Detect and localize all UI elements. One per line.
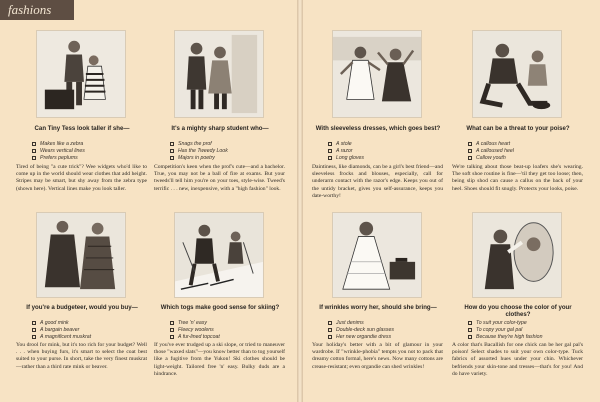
illustration-color-mirror — [472, 212, 562, 298]
option-label: Fleecy woolens — [178, 327, 214, 333]
illustration-skiers — [174, 212, 264, 298]
checkbox[interactable] — [468, 149, 472, 153]
option-label: A callous heart — [476, 141, 511, 147]
illustration-zebra-stripes-svg — [37, 31, 125, 117]
checkbox[interactable] — [170, 142, 174, 146]
option-row[interactable] — [328, 155, 440, 162]
option-label: A calloused heel — [476, 148, 514, 154]
quiz-item-poise — [452, 30, 584, 200]
checkbox[interactable] — [32, 328, 36, 332]
section-tab — [0, 0, 74, 20]
illustration-students — [174, 30, 264, 118]
answer-options — [328, 320, 440, 341]
illustration-sleeveless-dresses-svg — [333, 31, 421, 117]
question-text: With sleeveless dresses, which goes best? — [315, 125, 441, 132]
checkbox[interactable] — [328, 156, 332, 160]
illustration-color-mirror-svg — [473, 213, 561, 297]
answer-options — [468, 141, 580, 162]
option-row[interactable] — [170, 141, 282, 148]
answer-text: A color that's Bacallish for one chick can be her gal pal's poison! Select shades to suit your own color-type. Tuck fabrics of assorted hues under your chin. Whichever befriends your skin-tone and tresses—that's for you! And do have variety. — [452, 342, 583, 377]
option-row[interactable] — [328, 148, 440, 155]
checkbox[interactable] — [170, 328, 174, 332]
option-row[interactable] — [468, 141, 580, 148]
illustration-sleeveless-dresses — [332, 30, 422, 118]
checkbox[interactable] — [328, 335, 332, 339]
option-row[interactable] — [32, 148, 144, 155]
option-row[interactable] — [468, 327, 580, 334]
illustration-fur-coats-svg — [37, 213, 125, 297]
answer-text: Competition's keen when the prof's cute—and a bachelor. True, you may not be a ball of fire at exams. But your tweeds'll tell him you're on your toes, style-wise. Tweed's terrific . . . new, inexpensive, with a "high fashion" look. — [154, 164, 285, 192]
checkbox[interactable] — [468, 335, 472, 339]
option-row[interactable] — [170, 334, 282, 341]
option-label: Has the Tweedy Look — [178, 148, 228, 154]
option-row[interactable] — [170, 320, 282, 327]
option-label: Wears vertical lines — [40, 148, 85, 154]
quiz-item-student — [154, 30, 286, 200]
option-row[interactable] — [170, 148, 282, 155]
quiz-item-sleeveless — [312, 30, 444, 200]
quiz-item-wrinkles — [312, 212, 444, 398]
option-row[interactable] — [32, 327, 144, 334]
checkbox[interactable] — [170, 156, 174, 160]
answer-options — [170, 141, 282, 162]
answer-options — [32, 141, 144, 162]
answer-options — [468, 320, 580, 341]
checkbox[interactable] — [170, 321, 174, 325]
answer-text: Your holiday's better with a bit of glamour in your wardrobe. If "wrinkle-phobia" tempts you not to pack that dreamy cotton formal, here's news. Now many cottons are crease-resistant; even organdie can shed wrinkles! — [312, 342, 443, 370]
option-row[interactable] — [328, 334, 440, 341]
option-label: A bargain beaver — [40, 327, 80, 333]
option-label: A good mink — [40, 320, 69, 326]
illustration-fur-coats — [36, 212, 126, 298]
illustration-loafers — [472, 30, 562, 118]
option-label: Prefers peplums — [40, 155, 78, 161]
option-label: Tree 'n' easy — [178, 320, 207, 326]
question-text: If you're a budgeteer, would you buy— — [26, 304, 138, 311]
page-gutter — [297, 0, 303, 402]
checkbox[interactable] — [170, 335, 174, 339]
checkbox[interactable] — [468, 156, 472, 160]
right-page — [300, 0, 600, 402]
option-row[interactable] — [468, 155, 580, 162]
illustration-skiers-svg — [175, 213, 263, 297]
option-label: To suit your color-type — [476, 320, 527, 326]
answer-text: Daintiness, like diamonds, can be a girl's best friend—and sleeveless frocks and blouses, especially, call for underarm contact with the razor's edge. Keeps you out of the untidy bracket, gives you self-assurance, keeps you date-worthy! — [312, 164, 443, 199]
question-text: It's a mighty sharp student who— — [171, 125, 269, 132]
option-label: Just denims — [336, 320, 364, 326]
checkbox[interactable] — [328, 149, 332, 153]
option-label: A stole — [336, 141, 352, 147]
answer-text: You drool for mink, but it's too rich for your budget? Well . . . when buying furs, it's smart to select the coat best suited to your purse. In short, take the very finest muskrat—rather than a third rate mink or beaver. — [16, 342, 147, 370]
checkbox[interactable] — [170, 149, 174, 153]
checkbox[interactable] — [468, 321, 472, 325]
quiz-item-taller — [16, 30, 148, 200]
checkbox[interactable] — [328, 321, 332, 325]
option-row[interactable] — [328, 327, 440, 334]
option-label: Callow youth — [476, 155, 506, 161]
checkbox[interactable] — [32, 149, 36, 153]
option-row[interactable] — [328, 320, 440, 327]
answer-options — [170, 320, 282, 341]
option-label: To copy your gal pal — [476, 327, 523, 333]
checkbox[interactable] — [32, 335, 36, 339]
option-label: Because they're high fashion — [476, 334, 543, 340]
quiz-item-budgeteer — [16, 212, 148, 398]
option-label: Long gloves — [336, 155, 364, 161]
option-row[interactable] — [468, 320, 580, 327]
answer-text: If you've ever trudged up a ski slope, or tried to maneuver those "waxed slats"—you know better than to tog yourself like a fugitive from the Yukon! Ski clothes should be light-weight. Tailored free 'n' easy. Bulky duds are a hindrance. — [154, 342, 285, 377]
question-text: What can be a threat to your poise? — [466, 125, 570, 132]
option-row[interactable] — [170, 155, 282, 162]
option-row[interactable] — [468, 334, 580, 341]
question-text: Which togs make good sense for skiing? — [160, 304, 280, 311]
answer-text: We're talking about those beat-up loafers she's wearing. The soft shoe routine is fine—'til they get too loose; then, being slip shod can cause a callus on the back of your heel. Shoes should fit snugly. Protects your looks, poise. — [452, 164, 583, 192]
checkbox[interactable] — [328, 142, 332, 146]
illustration-packing-svg — [333, 213, 421, 297]
question-text: How do you choose the color of your clothes? — [464, 304, 572, 319]
option-row[interactable] — [32, 141, 144, 148]
answer-options — [32, 320, 144, 341]
option-label: A fur-lined topcoat — [178, 334, 220, 340]
checkbox[interactable] — [32, 156, 36, 160]
checkbox[interactable] — [32, 321, 36, 325]
option-row[interactable] — [32, 155, 144, 162]
option-label: A razor — [336, 148, 353, 154]
option-label: A magnificent muskrat — [40, 334, 92, 340]
option-label: Snags the prof — [178, 141, 212, 147]
option-label: Makes like a zebra — [40, 141, 84, 147]
option-row[interactable] — [170, 327, 282, 334]
option-row[interactable] — [32, 320, 144, 327]
option-label: Double-deck sun glasses — [336, 327, 394, 333]
illustration-students-svg — [175, 31, 263, 117]
quiz-item-skiing — [154, 212, 286, 398]
question-text: Can Tiny Tess look taller if she— — [34, 125, 130, 132]
option-label: Majors in poetry — [178, 155, 215, 161]
checkbox[interactable] — [468, 142, 472, 146]
answer-options — [328, 141, 440, 162]
illustration-zebra-stripes — [36, 30, 126, 118]
quiz-item-color — [452, 212, 584, 398]
question-text: If wrinkles worry her, should she bring— — [319, 304, 437, 311]
illustration-loafers-svg — [473, 31, 561, 117]
option-row[interactable] — [32, 334, 144, 341]
checkbox[interactable] — [468, 328, 472, 332]
illustration-packing — [332, 212, 422, 298]
section-label: fashions — [8, 2, 52, 17]
answer-text: Tired of being "a cute trick"? Wee widgets who'd like to come up in the world should wear clothes that add height. Stripes may be smart, but shy away from the zebra type (shown here). Vertical lines make you look taller. — [16, 164, 147, 192]
option-label: Her new organdie dress — [336, 334, 392, 340]
option-row[interactable] — [468, 148, 580, 155]
option-row[interactable] — [328, 141, 440, 148]
checkbox[interactable] — [328, 328, 332, 332]
checkbox[interactable] — [32, 142, 36, 146]
